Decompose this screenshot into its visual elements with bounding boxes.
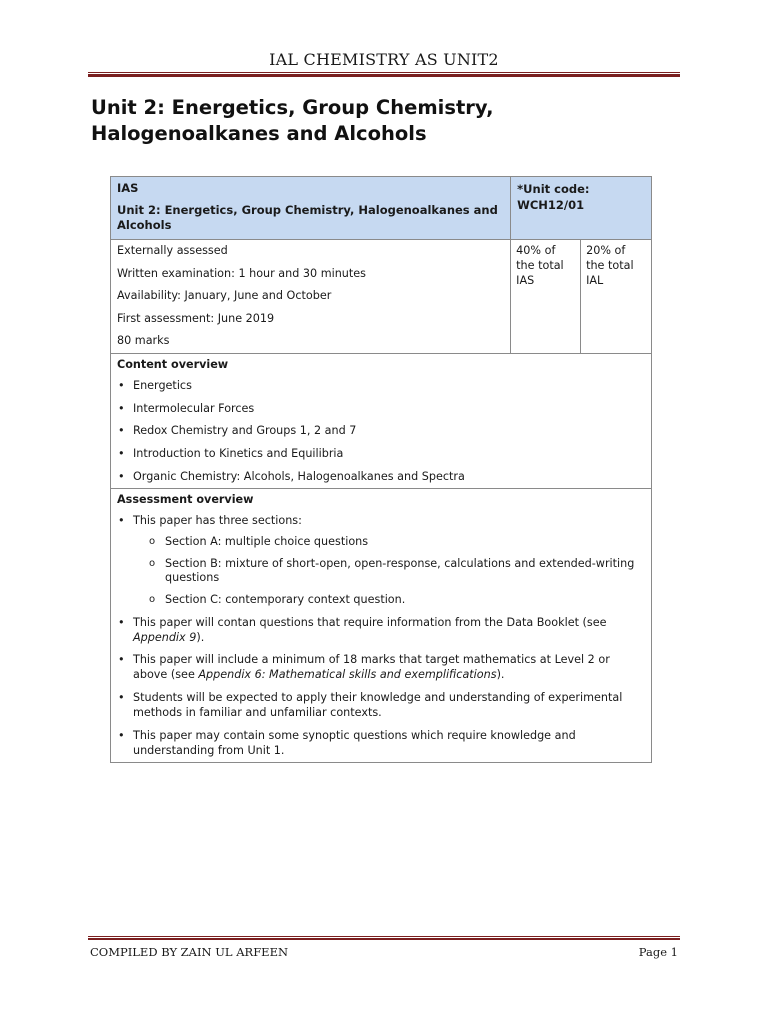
- ias-percentage-cell: 40% of the total IAS: [511, 240, 581, 354]
- assessment-overview-cell: [111, 488, 652, 762]
- unit-header-cell: [111, 177, 511, 240]
- data-booklet-text: This paper will contan questions that require information from the Data Booklet (see: [133, 615, 607, 629]
- data-booklet-text-end: ).: [196, 630, 205, 644]
- sub-list-item: o Section A: multiple choice questions: [133, 535, 645, 549]
- page-title-line-2: Halogenoalkanes and Alcohols: [91, 122, 427, 145]
- list-item: [117, 652, 645, 682]
- content-overview-title: Content overview: [117, 358, 229, 371]
- list-item: • Energetics: [117, 378, 645, 393]
- maths-text-end: ).: [496, 668, 505, 682]
- appendix-reference: Appendix 9: [133, 630, 197, 644]
- qualification-label: IAS: [117, 181, 139, 195]
- unit-name-label: Unit 2: Energetics, Group Chemistry, Halogenoalkanes and Alcohols: [117, 203, 498, 232]
- page-header-title: IAL CHEMISTRY AS UNIT2: [269, 50, 499, 69]
- footer-author: COMPILED BY ZAIN UL ARFEEN: [90, 945, 289, 959]
- footer-page-number: Page 1: [638, 945, 678, 959]
- table-header-row: [111, 177, 652, 240]
- list-item: • Intermolecular Forces: [117, 401, 645, 416]
- sections-intro: This paper has three sections:: [133, 513, 302, 527]
- content-overview-row: [111, 354, 652, 489]
- list-item: • Students will be expected to apply their knowledge and understanding of experimental methods in familiar and unfamiliar contexts.: [117, 690, 645, 720]
- unit-code-value: WCH12/01: [517, 198, 585, 212]
- table-info-row: [111, 240, 652, 354]
- unit-code-cell: [511, 177, 652, 240]
- info-line: 80 marks: [117, 334, 170, 348]
- page-title-line-1: Unit 2: Energetics, Group Chemistry,: [91, 96, 494, 119]
- assessment-overview-row: [111, 488, 652, 762]
- maths-text: This paper will include a minimum of 18 marks that target mathematics at Level 2 or above (see: [133, 653, 610, 682]
- list-item: • Introduction to Kinetics and Equilibria: [117, 446, 645, 461]
- assessment-info-cell: [111, 240, 511, 354]
- unit-code-label: *Unit code:: [517, 182, 590, 196]
- ial-percentage-cell: 20% of the total IAL: [581, 240, 652, 354]
- assessment-overview-list: [117, 513, 645, 758]
- list-item: [117, 615, 645, 645]
- info-line: Written examination: 1 hour and 30 minutes: [117, 266, 366, 280]
- content-overview-cell: [111, 354, 652, 489]
- sub-list-item: o Section B: mixture of short-open, open-response, calculations and extended-writing questions: [133, 557, 645, 585]
- appendix-reference: Appendix 6: Mathematical skills and exemplifications: [198, 668, 497, 682]
- page-title: [91, 95, 691, 147]
- unit-specification-table: [110, 176, 652, 763]
- list-item: • Redox Chemistry and Groups 1, 2 and 7: [117, 423, 645, 438]
- info-line: First assessment: June 2019: [117, 311, 275, 325]
- info-line: Externally assessed: [117, 244, 228, 257]
- header-divider: [88, 72, 680, 77]
- sections-sublist: [133, 535, 645, 607]
- list-item: • This paper may contain some synoptic questions which require knowledge and understanding from Unit 1.: [117, 728, 645, 758]
- assessment-overview-title: Assessment overview: [117, 492, 254, 506]
- list-item: [117, 513, 645, 607]
- footer-divider: [88, 936, 680, 940]
- sub-list-item: o Section C: contemporary context question.: [133, 593, 645, 607]
- info-line: Availability: January, June and October: [117, 289, 332, 303]
- list-item: • Organic Chemistry: Alcohols, Halogenoalkanes and Spectra: [117, 469, 645, 484]
- content-overview-list: [117, 378, 645, 484]
